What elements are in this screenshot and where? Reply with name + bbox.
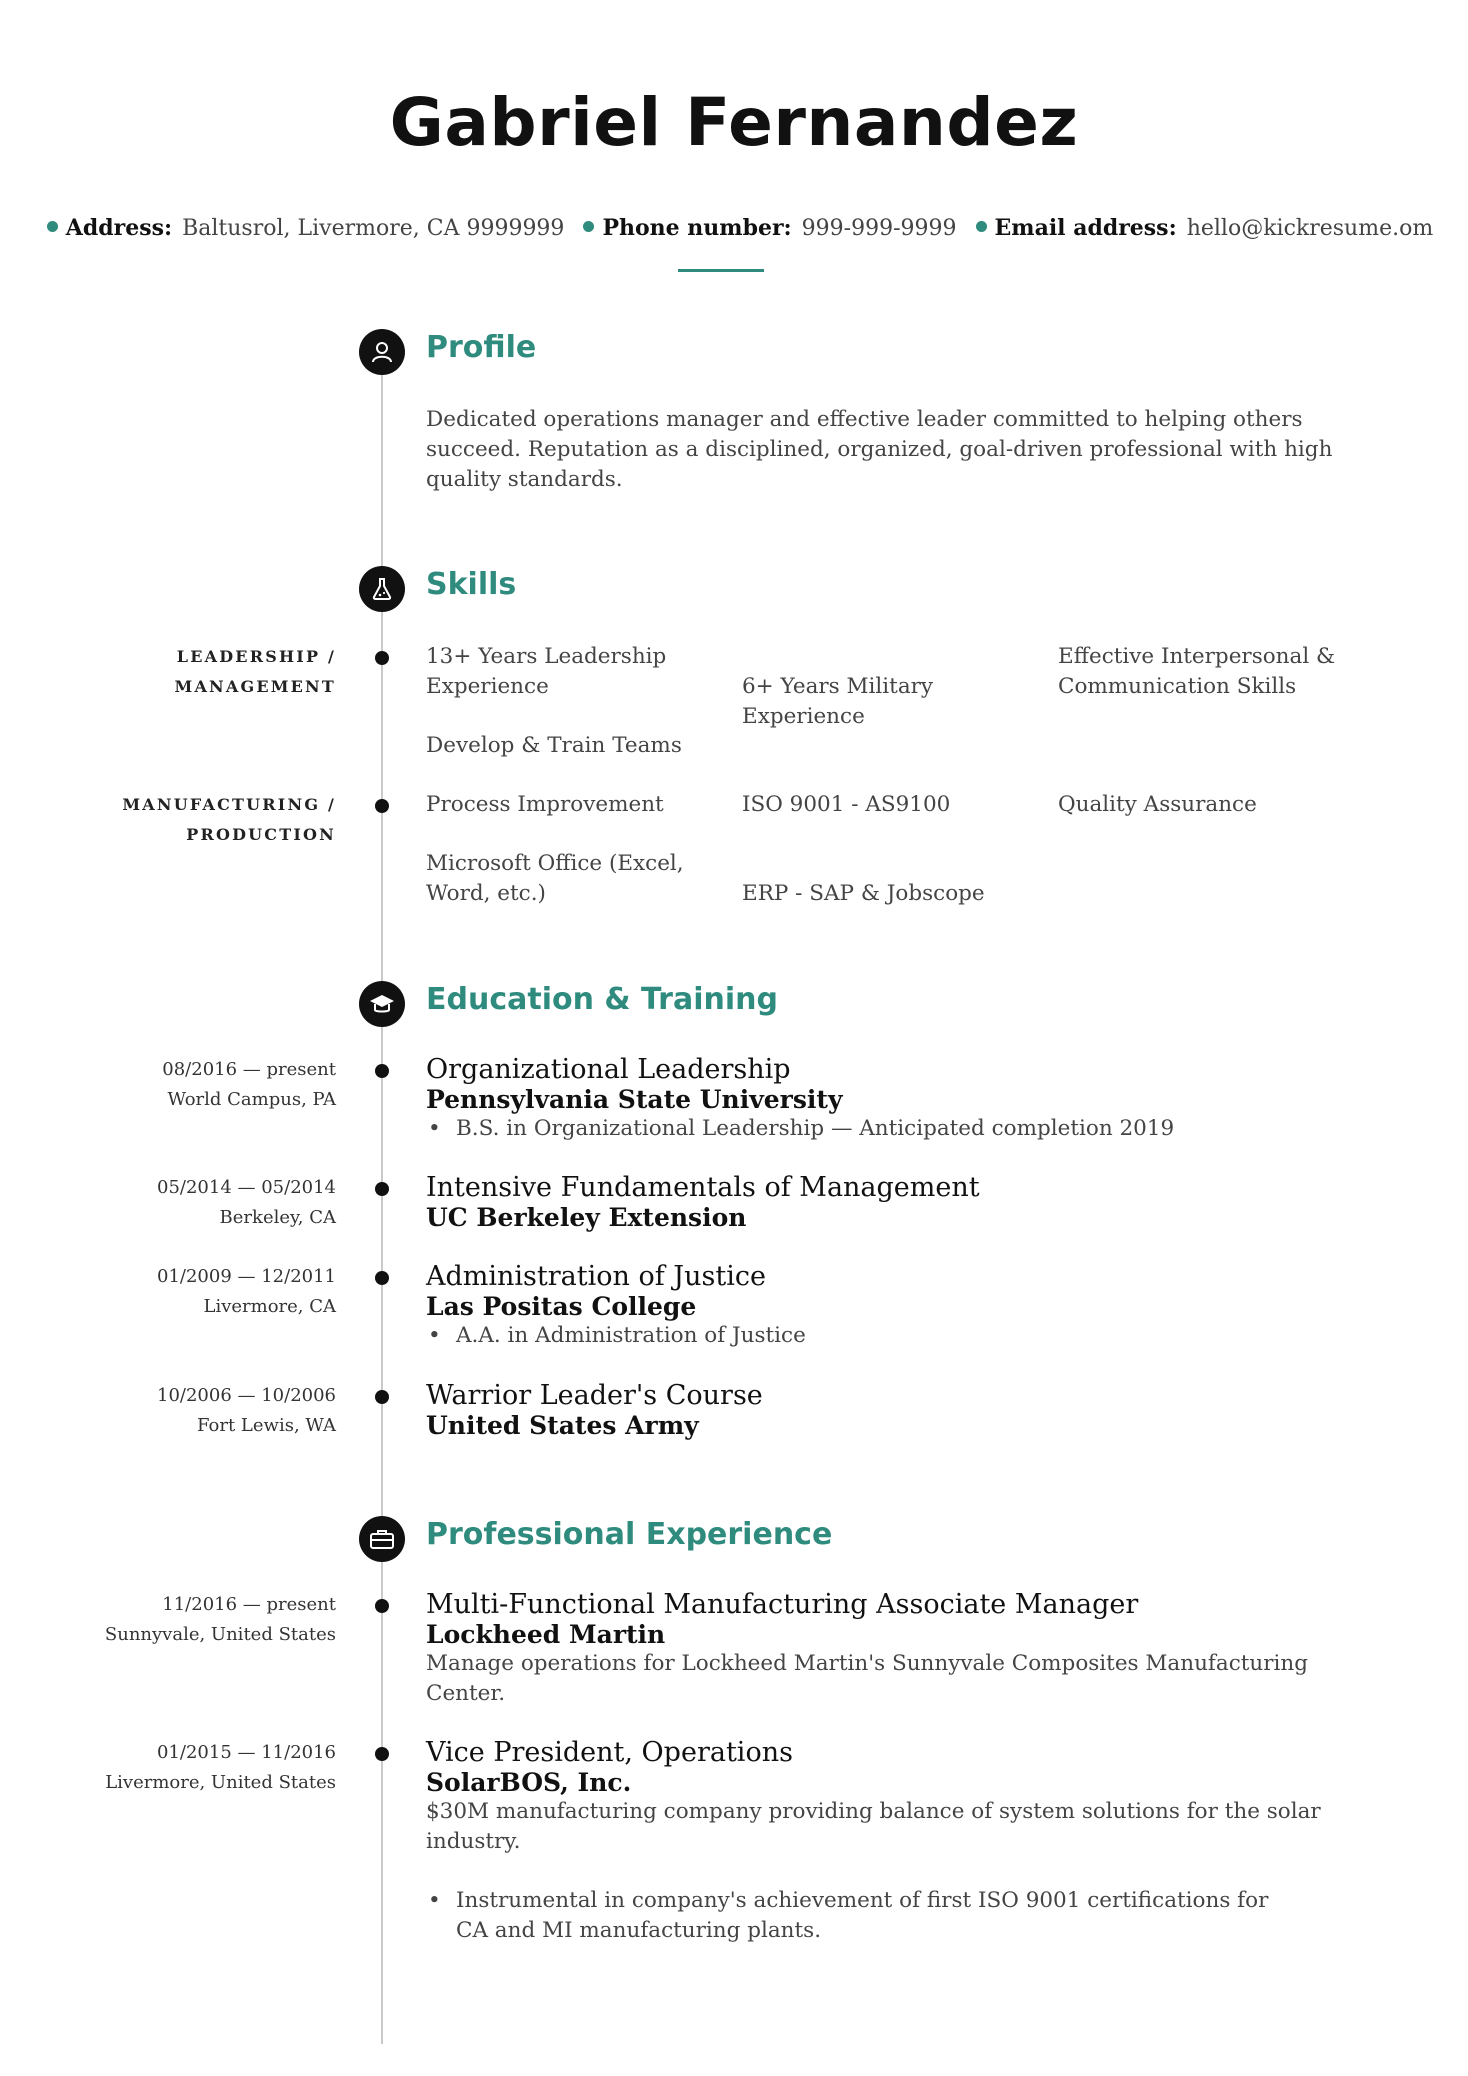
timeline-dot	[375, 1747, 389, 1761]
skill-item: Effective Interpersonal & Communication Skills	[1058, 644, 1336, 699]
phone-value: 999-999-9999	[801, 216, 957, 241]
skill-category: LEADERSHIP / MANAGEMENT	[174, 647, 336, 696]
entry-description: $30M manufacturing company providing balance of system solutions for the solar industry.	[426, 1799, 1321, 1854]
entry-org: Pennsylvania State University	[426, 1085, 843, 1114]
address-label: Address:	[65, 215, 173, 241]
education-heading: Education & Training	[426, 982, 778, 1017]
bullet-dot-icon	[583, 221, 594, 232]
address-value: Baltusrol, Livermore, CA 9999999	[182, 216, 565, 241]
entry-detail: • B.S. in Organizational Leadership — Anticipated completion 2019	[456, 1114, 1336, 1144]
entry-title: Multi-Functional Manufacturing Associate Manager	[426, 1589, 1139, 1620]
skill-item: Process Improvement	[426, 792, 664, 817]
person-icon	[359, 329, 405, 375]
phone-label: Phone number:	[602, 215, 792, 241]
entry-dates: 10/2006 — 10/2006	[157, 1385, 336, 1406]
entry-location: Livermore, CA	[203, 1296, 336, 1317]
skill-item: 13+ Years Leadership Experience	[426, 644, 667, 699]
timeline-dot	[375, 1599, 389, 1613]
entry-detail: • A.A. in Administration of Justice	[456, 1321, 1336, 1351]
timeline-dot	[375, 651, 389, 665]
entry-dates: 08/2016 — present	[162, 1059, 336, 1080]
bullet-dot-icon	[976, 221, 987, 232]
timeline-dot	[375, 1182, 389, 1196]
timeline-dot	[375, 1271, 389, 1285]
entry-description: Manage operations for Lockheed Martin's Sunnyvale Composites Manufacturing Center.	[426, 1651, 1309, 1706]
skill-category: MANUFACTURING / PRODUCTION	[122, 795, 336, 844]
timeline-dot	[375, 1064, 389, 1078]
entry-dates: 01/2015 — 11/2016	[157, 1742, 336, 1763]
email-value[interactable]: hello@kickresume.om	[1186, 216, 1434, 241]
entry-title: Intensive Fundamentals of Management	[426, 1172, 980, 1203]
entry-org: UC Berkeley Extension	[426, 1203, 747, 1232]
skill-item: ISO 9001 - AS9100	[742, 792, 951, 817]
bullet-dot-icon	[47, 221, 58, 232]
skill-item: Develop & Train Teams	[426, 733, 682, 758]
email-label: Email address:	[994, 215, 1177, 241]
skill-item: ERP - SAP & Jobscope	[742, 881, 985, 906]
entry-org: Las Positas College	[426, 1292, 697, 1321]
entry-dates: 01/2009 — 12/2011	[157, 1266, 336, 1287]
entry-location: Sunnyvale, United States	[104, 1624, 336, 1645]
timeline-dot	[375, 799, 389, 813]
skill-item: 6+ Years Military Experience	[742, 674, 934, 729]
header-divider	[678, 269, 764, 272]
briefcase-icon	[359, 1516, 405, 1562]
entry-title: Vice President, Operations	[426, 1737, 793, 1768]
entry-org: United States Army	[426, 1411, 699, 1440]
candidate-name: Gabriel Fernandez	[389, 84, 1079, 161]
entry-bullet: • Instrumental in company's achievement of first ISO 9001 certifications for CA and MI manufacturing plants.	[456, 1886, 1296, 1946]
profile-text: Dedicated operations manager and effective leader committed to helping others succeed. Reputation as a disciplined, organized, goal-driven professional with high quality standards.	[426, 407, 1333, 492]
profile-heading: Profile	[426, 330, 537, 365]
entry-location: Berkeley, CA	[219, 1207, 336, 1228]
entry-title: Warrior Leader's Course	[426, 1380, 763, 1411]
timeline-dot	[375, 1390, 389, 1404]
entry-location: Livermore, United States	[105, 1772, 336, 1793]
entry-dates: 05/2014 — 05/2014	[157, 1177, 336, 1198]
entry-location: Fort Lewis, WA	[197, 1415, 336, 1436]
skill-item: Microsoft Office (Excel, Word, etc.)	[426, 851, 684, 906]
skills-heading: Skills	[426, 567, 517, 602]
flask-icon	[359, 566, 405, 612]
entry-org: SolarBOS, Inc.	[426, 1768, 632, 1797]
entry-dates: 11/2016 — present	[162, 1594, 336, 1615]
graduation-cap-icon	[359, 981, 405, 1027]
entry-location: World Campus, PA	[167, 1089, 336, 1110]
contact-bar	[0, 215, 1468, 241]
entry-title: Administration of Justice	[426, 1261, 766, 1292]
experience-heading: Professional Experience	[426, 1517, 833, 1552]
entry-title: Organizational Leadership	[426, 1054, 791, 1085]
skill-item: Quality Assurance	[1058, 792, 1257, 817]
entry-org: Lockheed Martin	[426, 1620, 666, 1649]
